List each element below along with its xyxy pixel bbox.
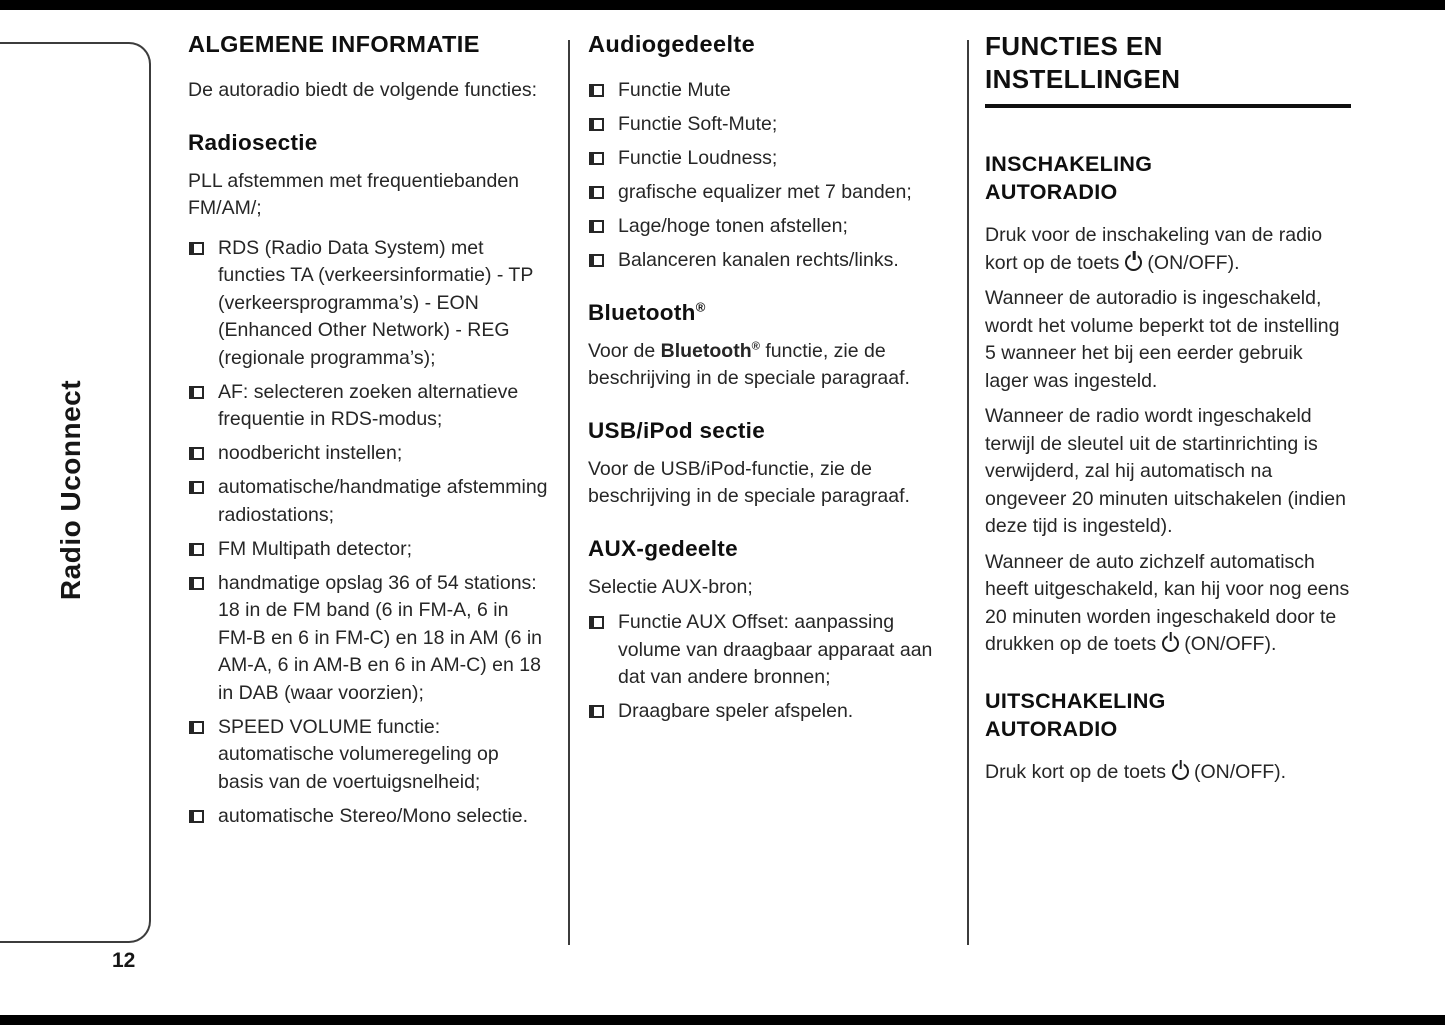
checkbox-bullet-icon (189, 447, 204, 460)
column-divider-2 (967, 40, 969, 945)
list-item: Balanceren kanalen rechts/links. (588, 247, 954, 275)
list-item: FM Multipath detector; (188, 536, 548, 564)
subheading-bluetooth: Bluetooth® (588, 299, 706, 325)
top-edge-bar (0, 0, 1445, 10)
audio-feature-list (588, 77, 954, 275)
subheading-usb-ipod: USB/iPod sectie (588, 417, 766, 443)
sidebar-chapter-label: Radio Uconnect (55, 379, 86, 601)
list-item: AF: selecteren zoeken alternatieve frequentie in RDS-modus; (188, 379, 548, 434)
bluetooth-paragraph: Voor de Bluetooth® functie, zie de beschrijving in de speciale paragraaf. (588, 339, 910, 389)
radio-on-paragraph-4: Wanneer de auto zichzelf automatisch heeft uitgeschakeld, kan hij voor nog eens 20 minuten worden ingeschakeld door te drukken op de toets (ON/OFF). (985, 550, 1350, 655)
aux-intro: Selectie AUX-bron; (588, 575, 753, 598)
power-icon (1162, 635, 1179, 652)
bottom-edge-bar (0, 1015, 1445, 1025)
registered-trademark-symbol: ® (751, 340, 760, 352)
list-item: RDS (Radio Data System) met functies TA (verkeersinformatie) - TP (verkeersprogramma’s) - EON (Enhanced Other Network) - REG (regionale programma’s); (188, 235, 548, 373)
list-item: SPEED VOLUME functie: automatische volumeregeling op basis van de voertuigsnelheid; (188, 714, 548, 797)
column-divider-1 (568, 40, 570, 945)
section-heading-general-info: ALGEMENE INFORMATIE (188, 31, 480, 57)
list-item: Lage/hoge tonen afstellen; (588, 213, 954, 241)
list-item: Draagbare speler afspelen. (588, 698, 954, 726)
list-item: noodbericht instellen; (188, 440, 548, 468)
list-item: grafische equalizer met 7 banden; (588, 179, 954, 207)
usb-ipod-paragraph: Voor de USB/iPod-functie, zie de beschrijving in de speciale paragraaf. (588, 457, 910, 507)
checkbox-bullet-icon (189, 577, 204, 590)
audio-sections-column (588, 30, 954, 732)
bluetooth-bold-word: Bluetooth® (660, 339, 760, 362)
page-number: 12 (112, 949, 136, 972)
subheading-aux: AUX-gedeelte (588, 535, 738, 561)
list-item: Functie Mute (588, 77, 954, 105)
list-item: handmatige opslag 36 of 54 stations: 18 in de FM band (6 in FM-A, 6 in FM-B en 6 in FM-C) en 18 in AM (6 in AM-A, 6 in AM-B en 6 in AM-C) en 18 in DAB (waar voorzien); (188, 570, 548, 708)
checkbox-bullet-icon (589, 186, 604, 199)
checkbox-bullet-icon (589, 254, 604, 267)
power-icon (1172, 763, 1189, 780)
chapter-heading-functions-settings: FUNCTIES EN INSTELLINGEN (985, 31, 1181, 94)
list-item: automatische/handmatige afstemming radiostations; (188, 474, 548, 529)
list-item: automatische Stereo/Mono selectie. (188, 803, 548, 831)
subheading-radio-on: INSCHAKELING AUTORADIO (985, 152, 1153, 204)
checkbox-bullet-icon (189, 721, 204, 734)
checkbox-bullet-icon (189, 242, 204, 255)
radio-on-paragraph-1: Druk voor de inschakeling van de radio kort op de toets (ON/OFF). (985, 224, 1323, 274)
checkbox-bullet-icon (589, 220, 604, 233)
checkbox-bullet-icon (589, 118, 604, 131)
checkbox-bullet-icon (189, 386, 204, 399)
registered-trademark-symbol: ® (695, 299, 706, 314)
checkbox-bullet-icon (189, 481, 204, 494)
radio-off-paragraph: Druk kort op de toets (ON/OFF). (985, 760, 1287, 783)
list-item: Functie Loudness; (588, 145, 954, 173)
general-info-intro: De autoradio biedt de volgende functies: (188, 79, 538, 101)
radio-on-paragraph-2: Wanneer de autoradio is ingeschakeld, wordt het volume beperkt tot de instelling 5 wanneer het bij een eerder gebruik lager was ingesteld. (985, 287, 1340, 392)
list-item: Functie Soft-Mute; (588, 111, 954, 139)
general-info-column (188, 30, 548, 837)
aux-feature-list (588, 609, 954, 726)
checkbox-bullet-icon (589, 152, 604, 165)
list-item: Functie AUX Offset: aanpassing volume van draagbaar apparaat aan dat van andere bronnen; (588, 609, 954, 692)
radio-feature-list (188, 235, 548, 831)
checkbox-bullet-icon (189, 810, 204, 823)
radio-on-paragraph-3: Wanneer de radio wordt ingeschakeld terwijl de sleutel uit de startinrichting is verwijderd, zal hij automatisch na ongeveer 20 minuten uitschakelen (indien deze tijd is ingesteld). (985, 405, 1346, 537)
power-icon (1125, 254, 1142, 271)
checkbox-bullet-icon (589, 616, 604, 629)
functions-settings-column (985, 30, 1351, 794)
checkbox-bullet-icon (189, 543, 204, 556)
subheading-radio-off: UITSCHAKELING AUTORADIO (985, 688, 1166, 741)
checkbox-bullet-icon (589, 84, 604, 97)
radio-section-intro: PLL afstemmen met frequentiebanden FM/AM/; (188, 169, 519, 219)
heading-underline (985, 104, 1351, 108)
subheading-radio-section: Radiosectie (188, 129, 318, 155)
subheading-audio-section: Audiogedeelte (588, 31, 756, 57)
checkbox-bullet-icon (589, 705, 604, 718)
